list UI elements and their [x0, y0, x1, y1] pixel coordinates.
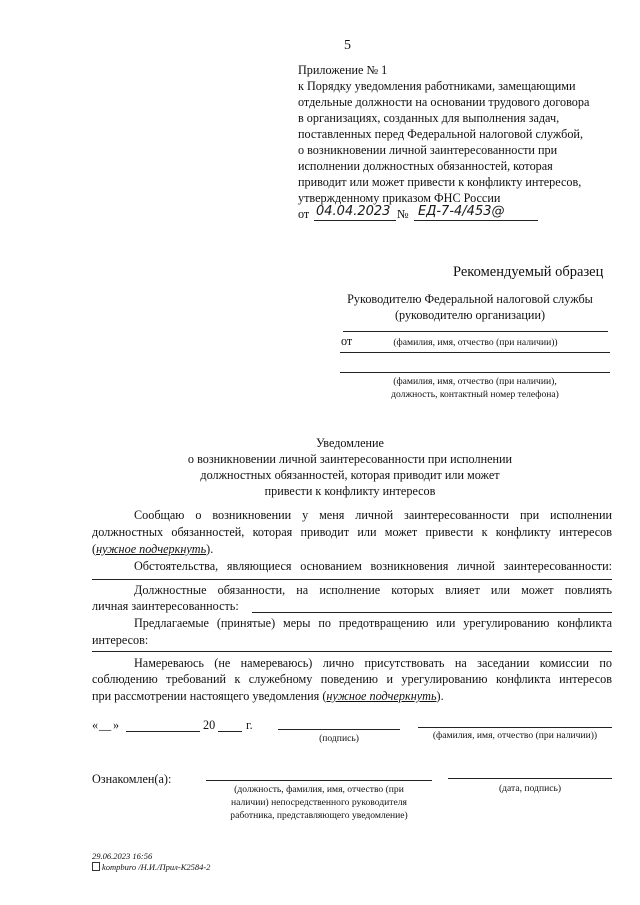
sample-label: Рекомендуемый образец	[453, 264, 604, 280]
order-date-line	[314, 220, 396, 221]
from-caption-1: (фамилия, имя, отчество (при наличии),	[393, 376, 557, 387]
order-date: 04.04.2023	[316, 204, 391, 219]
p4-line2: интересов:	[92, 633, 149, 647]
p3-fill-line	[252, 612, 612, 613]
ack-date-line	[448, 778, 612, 779]
p1-line1: Сообщаю о возникновении у меня личной заинтересованности при исполнении	[134, 508, 612, 522]
p3-line1: Должностные обязанности, на исполнение которых влияет или может повлиять	[134, 583, 612, 597]
date-close-quote: »	[113, 718, 120, 732]
appendix-line: приводит или может привести к конфликту интересов,	[298, 175, 582, 189]
from-caption-2: должность, контактный номер телефона)	[391, 389, 559, 400]
signature-line	[278, 729, 400, 730]
year-suffix: г.	[246, 718, 253, 732]
signature-caption: (подпись)	[319, 733, 359, 744]
appendix-line: о возникновении личной заинтересованности при	[298, 143, 558, 157]
notice-subtitle-1: о возникновении личной заинтересованности при исполнении	[187, 452, 513, 466]
ack-caption-2: наличии) непосредственного руководителя	[231, 797, 407, 808]
addressee-line1: Руководителю Федеральной налоговой службы	[347, 292, 593, 306]
p4-fill-line	[92, 651, 612, 652]
from-line-2	[340, 372, 610, 373]
signer-fio-line	[418, 727, 612, 728]
year-line	[218, 731, 242, 732]
notice-subtitle-2: должностных обязанностей, которая приводит или может	[200, 468, 500, 482]
p1-hint-text: нужное подчеркнуть	[96, 542, 207, 556]
p5-line1: Намереваюсь (не намереваюсь) лично присутствовать на заседании комиссии по	[134, 656, 612, 670]
addressee-fio-line	[343, 331, 608, 332]
addressee-line2: (руководителю организации)	[394, 308, 546, 322]
order-number-label: №	[397, 207, 409, 221]
p5-line3-text: при рассмотрении настоящего уведомления	[92, 689, 320, 703]
order-number: ЕД-7-4/453@	[418, 204, 505, 219]
appendix-line: поставленных перед Федеральной налоговой службой,	[298, 127, 584, 141]
appendix-title: Приложение № 1	[298, 63, 388, 77]
appendix-line: отдельные должности на основании трудового договора	[298, 95, 590, 109]
appendix-line: утвержденному приказом ФНС России	[298, 191, 501, 205]
date-month-line	[126, 731, 200, 732]
footer-path	[92, 862, 210, 873]
appendix-line: к Порядку уведомления работниками, замещающими	[298, 79, 576, 93]
ack-date-caption: (дата, подпись)	[498, 783, 562, 794]
appendix-line: исполнении должностных обязанностей, которая	[298, 159, 553, 173]
from-label: от	[341, 334, 353, 348]
ack-caption-1: (должность, фамилия, имя, отчество (при	[234, 784, 404, 795]
addressee-fio-caption: (фамилия, имя, отчество (при наличии))	[393, 337, 558, 348]
p3-line2: личная заинтересованность:	[92, 599, 239, 613]
p2: Обстоятельства, являющиеся основанием возникновения личной заинтересованности:	[134, 559, 612, 573]
order-number-line	[414, 220, 538, 221]
p5-line2: соблюдению требований к служебному поведению и урегулированию конфликта интересов	[92, 672, 612, 686]
p5-hint-text: нужное подчеркнуть	[326, 689, 437, 703]
p5-line3: при рассмотрении настоящего уведомления (нужное подчеркнуть).	[92, 689, 444, 703]
p1-line2: должностных обязанностей, которая приводит или может привести к конфликту интересов	[92, 525, 612, 539]
file-icon	[92, 862, 100, 871]
notice-title: Уведомление	[316, 436, 384, 450]
p4-line1: Предлагаемые (принятые) меры по предотвращению или урегулированию конфликта	[134, 616, 612, 630]
p1-hint: (нужное подчеркнуть).	[92, 542, 214, 556]
date-day-blank: __	[99, 718, 112, 732]
appendix-line: в организациях, созданных для выполнения задач,	[298, 111, 560, 125]
ack-line	[206, 780, 432, 781]
page-number: 5	[344, 38, 351, 53]
footer-timestamp: 29.06.2023 16:56	[92, 851, 153, 861]
notice-subtitle-3: привести к конфликту интересов	[264, 484, 436, 498]
from-line-1	[340, 352, 610, 353]
footer-path-text: kompburo /Н.И./Прил-К2584-2	[102, 862, 211, 872]
order-prefix: от	[298, 207, 310, 221]
date-open-quote: «	[92, 718, 99, 732]
ack-caption-3: работника, представляющего уведомление)	[230, 810, 408, 821]
ack-label: Ознакомлен(а):	[92, 772, 172, 786]
signer-fio-caption: (фамилия, имя, отчество (при наличии))	[432, 730, 598, 741]
p2-fill-line	[92, 579, 612, 580]
year-prefix: 20	[203, 718, 216, 732]
